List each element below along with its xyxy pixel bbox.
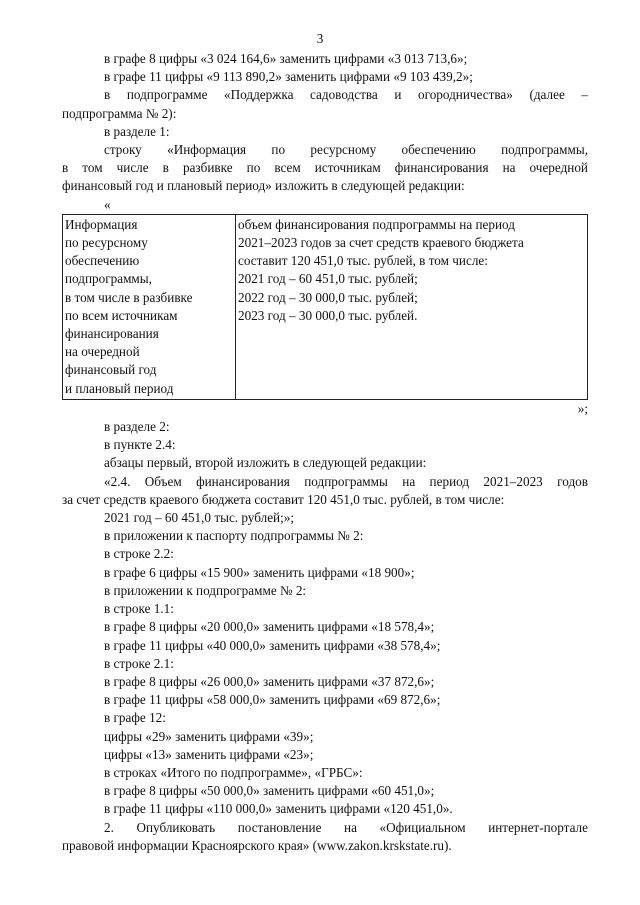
paragraph-line: правовой информации Красноярского края» (www.zakon.krskstate.ru). (62, 837, 452, 853)
paragraph-line: в том числе в разбивке по всем источникам финансирования на очередной (62, 160, 588, 176)
paragraph-line: в строке 2.1: (104, 655, 174, 671)
paragraph-line: « (104, 196, 111, 212)
paragraph-line: в разделе 2: (104, 419, 170, 435)
paragraph-line: в пункте 2.4: (104, 437, 176, 453)
table-cell-line: на очередной (65, 344, 140, 360)
paragraph-line: в графе 8 цифры «50 000,0» заменить цифрами «60 451,0»; (104, 783, 435, 799)
paragraph-line: в подпрограмме «Поддержка садоводства и огородничества» (далее – (104, 87, 588, 103)
resource-info-table (62, 214, 588, 400)
table-cell-line: 2021 год – 60 451,0 тыс. рублей; (238, 271, 418, 287)
paragraph-line: финансовый год и плановый период» изложить в следующей редакции: (62, 178, 465, 194)
page-number: 3 (316, 31, 324, 46)
paragraph-line: подпрограмма № 2): (62, 105, 177, 121)
paragraph-line: цифры «13» заменить цифрами «23»; (104, 746, 314, 762)
document-body (62, 50, 588, 855)
table-cell-line: Информация (65, 216, 138, 232)
table-cell-line: 2022 год – 30 000,0 тыс. рублей; (238, 289, 418, 305)
paragraph-line: абзацы первый, второй изложить в следующей редакции: (104, 455, 427, 471)
paragraph-line: в приложении к подпрограмме № 2: (104, 582, 307, 598)
paragraph-line: в приложении к паспорту подпрограммы № 2: (104, 528, 364, 544)
paragraph-line: за счет средств краевого бюджета составит 120 451,0 тыс. рублей, в том числе: (62, 491, 505, 507)
paragraph-line: в графе 11 цифры «40 000,0» заменить цифрами «38 578,4»; (104, 637, 441, 653)
table-cell-line: обеспечению (65, 253, 140, 269)
table-cell-value (236, 214, 588, 399)
table-row (63, 214, 588, 399)
paragraph-line: в графе 11 цифры «9 113 890,2» заменить цифрами «9 103 439,2»; (104, 69, 473, 85)
table-cell-line: 2021–2023 годов за счет средств краевого бюджета (238, 235, 524, 251)
paragraph-line: «2.4. Объем финансирования подпрограммы на период 2021–2023 годов (104, 473, 588, 489)
table-cell-line: по всем источникам (65, 307, 178, 323)
table-cell-line: в том числе в разбивке (65, 289, 193, 305)
paragraph-line: в строке 1.1: (104, 601, 174, 617)
paragraph-line: 2. Опубликовать постановление на «Официальном интернет-портале (104, 819, 588, 835)
paragraphs-top (62, 50, 588, 214)
table-cell-line: подпрограммы, (65, 271, 152, 287)
paragraph-line: цифры «29» заменить цифрами «39»; (104, 728, 314, 744)
paragraph-line: в графе 12: (104, 710, 166, 726)
paragraph-line: в графе 11 цифры «58 000,0» заменить цифрами «69 872,6»; (104, 692, 441, 708)
paragraph-line: в графе 11 цифры «110 000,0» заменить цифрами «120 451,0». (104, 801, 453, 817)
paragraph-line: в строке 2.2: (104, 546, 174, 562)
paragraphs-bottom (62, 418, 588, 855)
paragraph-line: в разделе 1: (104, 123, 170, 139)
table-cell-label (63, 214, 236, 399)
table-cell-line: 2023 год – 30 000,0 тыс. рублей. (238, 307, 418, 323)
paragraph-line: 2021 год – 60 451,0 тыс. рублей;»; (104, 510, 295, 526)
table-closing-quote: »; (577, 400, 588, 416)
paragraph-line: в графе 6 цифры «15 900» заменить цифрами «18 900»; (104, 564, 415, 580)
table-cell-line: финансовый год (65, 362, 157, 378)
table-cell-line: по ресурсному (65, 235, 148, 251)
table-cell-line: финансирования (65, 326, 159, 342)
paragraph-line: в графе 8 цифры «26 000,0» заменить цифрами «37 872,6»; (104, 673, 435, 689)
paragraph-line: строку «Информация по ресурсному обеспечению подпрограммы, (104, 142, 588, 158)
table-cell-line: и плановый период (65, 380, 174, 396)
paragraph-line: в графе 8 цифры «20 000,0» заменить цифрами «18 578,4»; (104, 619, 435, 635)
table-cell-line: составит 120 451,0 тыс. рублей, в том числе: (238, 253, 488, 269)
table-cell-line: объем финансирования подпрограммы на период (238, 216, 515, 232)
paragraph-line: в графе 8 цифры «3 024 164,6» заменить цифрами «3 013 713,6»; (104, 51, 468, 66)
paragraph-line: в строках «Итого по подпрограмме», «ГРБС»: (104, 764, 363, 780)
